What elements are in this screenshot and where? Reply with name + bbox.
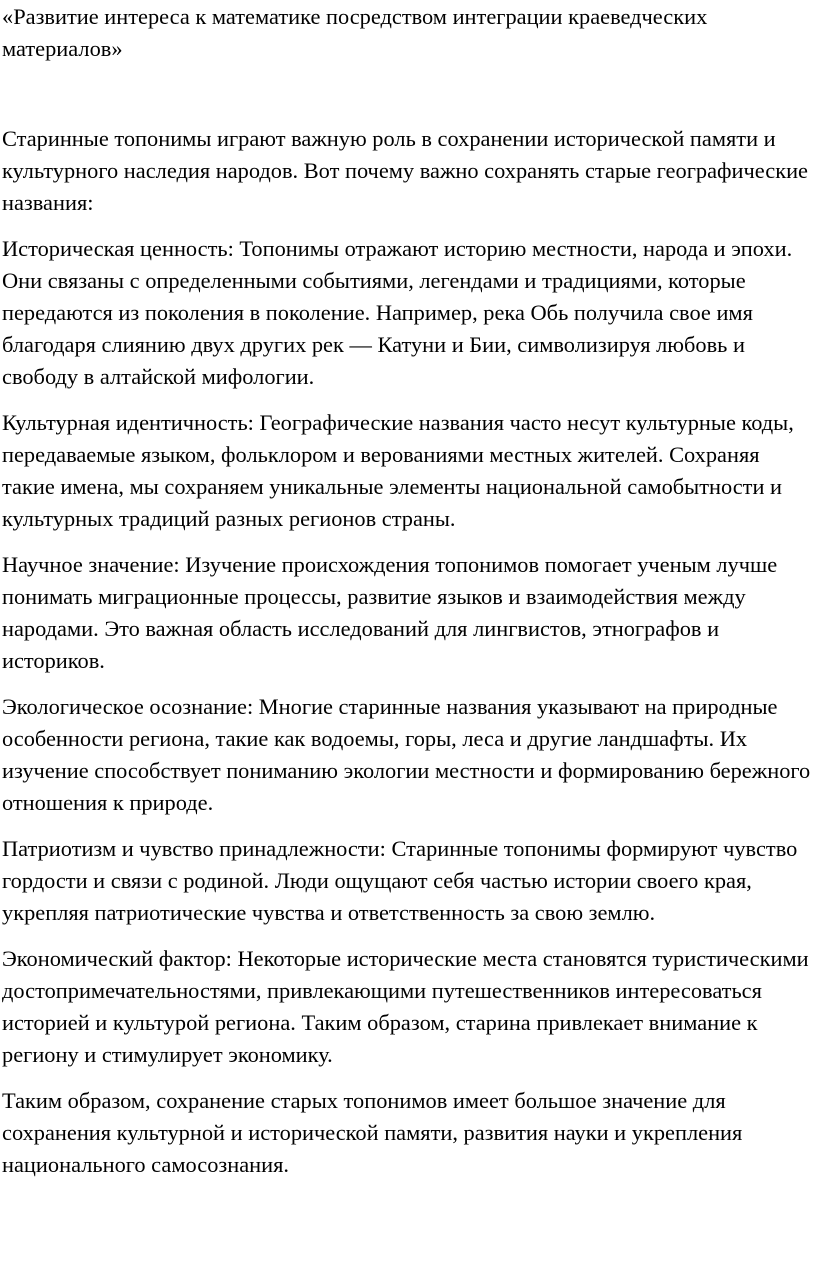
- paragraph-patriotism: Патриотизм и чувство принадлежности: Старинные топонимы формируют чувство гордости и связи с родиной. Люди ощущают себя частью истории своего края, укрепляя патриотические чувства и ответственность за свою землю.: [2, 836, 798, 925]
- paragraph-cultural-identity: Культурная идентичность: Географические названия часто несут культурные коды, передаваемые языком, фольклором и верованиями местных жителей. Сохраняя такие имена, мы сохраняем уникальные элементы национальной самобытности и культурных традиций разных регионов страны.: [2, 410, 794, 531]
- document-page: [2, 1, 814, 1195]
- paragraph-scientific-value: Научное значение: Изучение происхождения топонимов помогает ученым лучше понимать миграционные процессы, развитие языков и взаимодействия между народами. Это важная область исследований для лингвистов, этнографов и историков.: [2, 552, 778, 673]
- paragraph-economic-factor: Экономический фактор: Некоторые исторические места становятся туристическими достопримечательностями, привлекающими путешественников интересоваться историей и культурой региона. Таким образом, старина привлекает внимание к региону и стимулирует экономику.: [2, 946, 809, 1067]
- paragraph-historical-value: Историческая ценность: Топонимы отражают историю местности, народа и эпохи. Они связаны с определенными событиями, легендами и традициями, которые передаются из поколения в поколение. Например, река Обь получила свое имя благодаря слиянию двух других рек — Катуни и Бии, символизируя любовь и свободу в алтайской мифологии.: [2, 236, 793, 389]
- document-title: «Развитие интереса к математике посредством интеграции краеведческих материалов»: [2, 4, 708, 61]
- paragraph-conclusion: Таким образом, сохранение старых топонимов имеет большое значение для сохранения культурной и исторической памяти, развития науки и укрепления национального самосознания.: [2, 1088, 743, 1177]
- document-body: [2, 123, 814, 1181]
- paragraph-intro: Старинные топонимы играют важную роль в сохранении исторической памяти и культурного наследия народов. Вот почему важно сохранять старые географические названия:: [2, 126, 808, 215]
- paragraph-ecological-awareness: Экологическое осознание: Многие старинные названия указывают на природные особенности региона, такие как водоемы, горы, леса и другие ландшафты. Их изучение способствует пониманию экологии местности и формированию бережного отношения к природе.: [2, 694, 811, 815]
